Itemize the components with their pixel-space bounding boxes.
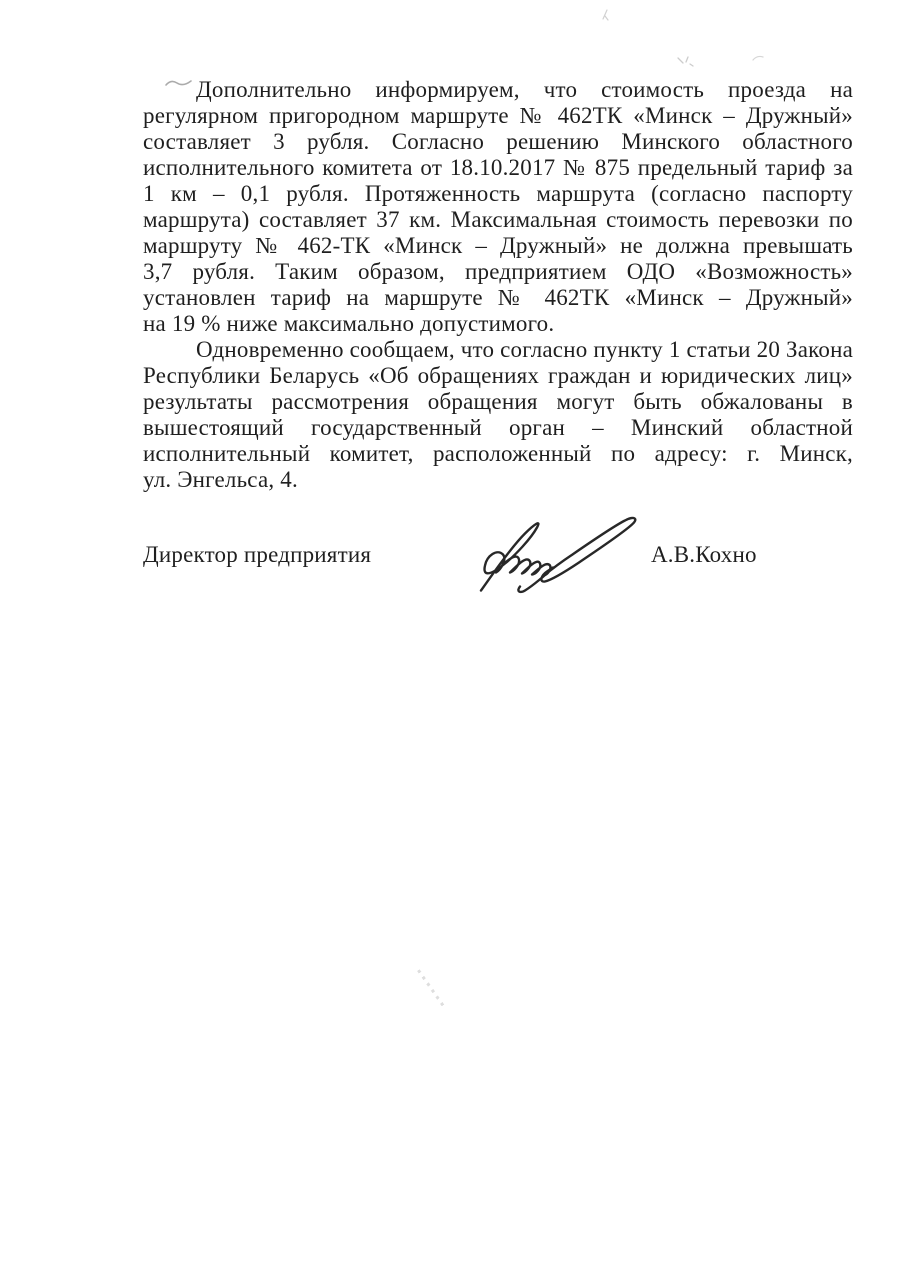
handwritten-signature-icon	[475, 510, 645, 598]
text-line: регулярном пригородном маршруте № 462ТК «Минск – Дружный»	[143, 103, 853, 128]
scan-artifact-speck	[601, 8, 610, 21]
text-line: установлен тариф на маршруте № 462ТК «Минск – Дружный»	[143, 285, 853, 310]
scan-artifact-speck	[751, 53, 765, 63]
text-line: на 19 % ниже максимально допустимого.	[143, 311, 555, 336]
text-line: результаты рассмотрения обращения могут быть обжалованы в	[143, 389, 853, 414]
text-line: 1 км – 0,1 рубля. Протяженность маршрута (согласно паспорту	[143, 181, 853, 206]
paragraph-tariff-info	[143, 77, 853, 337]
letter-body	[143, 77, 853, 632]
text-line: исполнительного комитета от 18.10.2017 № 875 предельный тариф за	[143, 155, 853, 180]
text-line: составляет 3 рубля. Согласно решению Минского областного	[143, 129, 853, 154]
text-line: Одновременно сообщаем, что согласно пункту 1 статьи 20 Закона	[196, 337, 853, 362]
paragraph-appeal-info	[143, 337, 853, 493]
text-line: Дополнительно информируем, что стоимость проезда на	[196, 77, 853, 102]
text-line: Республики Беларусь «Об обращениях граждан и юридических лиц»	[143, 363, 853, 388]
text-line: маршруту № 462-ТК «Минск – Дружный» не должна превышать	[143, 233, 853, 258]
scan-artifact-speck	[676, 55, 694, 67]
text-line: исполнительный комитет, расположенный по адресу: г. Минск,	[143, 441, 853, 466]
signer-name: А.В.Кохно	[651, 542, 757, 567]
text-line: маршрута) составляет 37 км. Максимальная стоимость перевозки по	[143, 207, 853, 232]
signer-role: Директор предприятия	[143, 542, 372, 567]
signature-block	[143, 537, 853, 632]
scan-artifact-streak	[417, 969, 446, 1008]
text-line: 3,7 рубля. Таким образом, предприятием ОДО «Возможность»	[143, 259, 853, 284]
text-line: ул. Энгельса, 4.	[143, 467, 298, 492]
text-line: вышестоящий государственный орган – Минский областной	[143, 415, 853, 440]
